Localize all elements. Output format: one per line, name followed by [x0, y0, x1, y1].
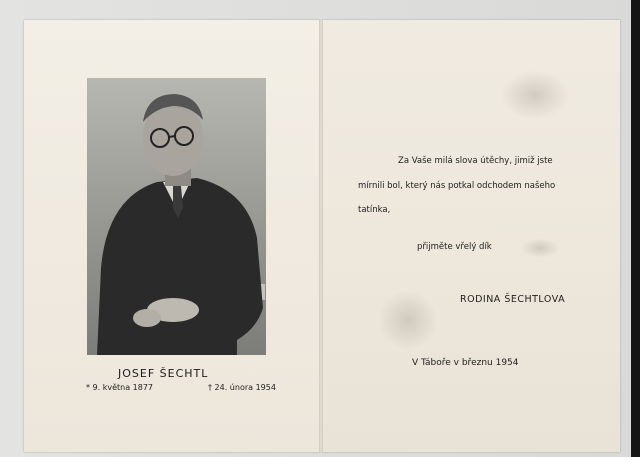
family-signature: RODINA ŠECHTLOVA	[460, 294, 566, 305]
card-fold	[319, 20, 323, 452]
thanks-line-3: tatínka,	[358, 205, 391, 215]
thanks-line-4: přijměte vřelý dík	[417, 242, 492, 252]
paper-stain	[378, 290, 438, 350]
scanner-edge	[631, 0, 640, 457]
death-date: † 24. února 1954	[208, 383, 276, 392]
thanks-line-1: Za Vaše milá slova útěchy, jimiž jste	[398, 156, 553, 166]
portrait-photo	[87, 78, 266, 355]
paper-stain	[520, 238, 560, 258]
portrait-figure	[87, 78, 266, 355]
thanks-line-2: mírnili bol, který nás potkal odchodem našeho	[358, 181, 556, 191]
paper-stain	[500, 70, 570, 120]
place-and-date: V Táboře v březnu 1954	[412, 358, 519, 368]
deceased-name: JOSEF ŠECHTL	[118, 367, 209, 380]
right-page	[322, 20, 620, 452]
birth-date: * 9. května 1877	[86, 383, 154, 392]
